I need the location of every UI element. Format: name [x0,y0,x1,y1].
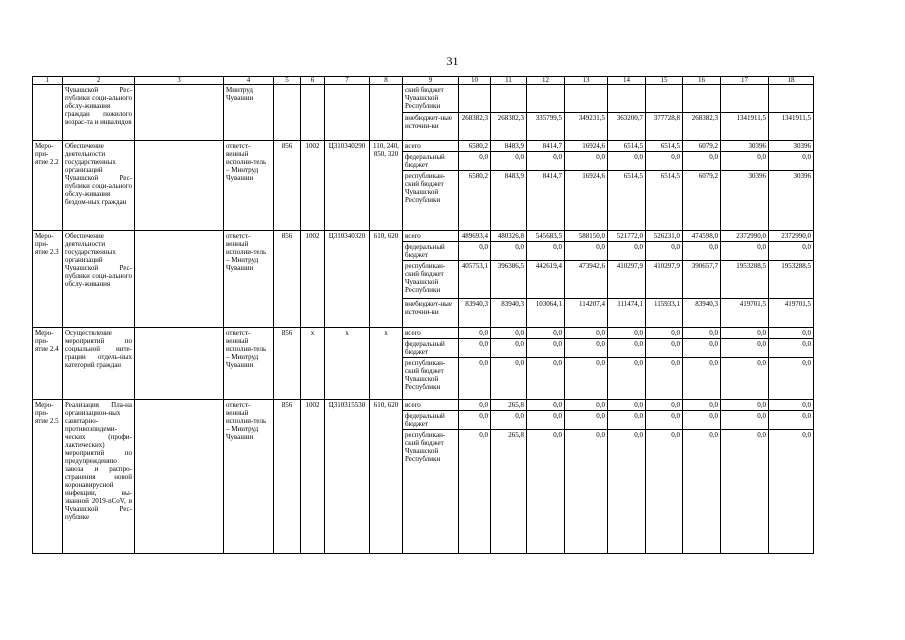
value-cell: 363200,7 [608,113,646,141]
value-cell: 1953288,5 [769,261,814,299]
value-cell: 0,0 [769,400,814,411]
col-header: 18 [769,77,814,85]
empty-cell [274,85,301,141]
value-cell: 0,0 [608,358,646,400]
value-cell: 0,0 [491,411,527,430]
value-cell: 0,0 [721,430,769,554]
value-cell: 489693,4 [459,231,491,242]
value-cell: 0,0 [608,430,646,554]
empty-cell [135,141,224,231]
value-cell: 0,0 [683,328,721,339]
value-cell: 0,0 [565,400,608,411]
executor: ответст-венный исполни-тель – Минтруд Чувашии [224,328,274,400]
funding-source: федеральный бюджет [403,242,459,261]
measure-name: Чувашской Рес-публики соци-ального обслу-живания граждан пожилого возрас-та и инвалидов [63,85,135,141]
col-header: 1 [33,77,63,85]
funding-source: республикан-ский бюджет Чувашской Республики [403,358,459,400]
value-cell: 114207,4 [565,299,608,328]
col-header: 17 [721,77,769,85]
value-cell: 0,0 [646,400,683,411]
value-cell: 265,8 [491,400,527,411]
empty-cell [135,231,224,328]
code-cell: Ц310340290 [325,141,370,231]
value-cell: 0,0 [721,400,769,411]
value-cell: 6079,2 [683,171,721,231]
value-cell: 0,0 [527,339,565,358]
code-cell: x [370,328,403,400]
value-cell: 115933,1 [646,299,683,328]
value-cell: 268382,3 [459,113,491,141]
col-header: 15 [646,77,683,85]
value-cell: 0,0 [608,400,646,411]
col-header: 14 [608,77,646,85]
col-header: 10 [459,77,491,85]
col-header: 11 [491,77,527,85]
value-cell: 83940,3 [491,299,527,328]
code-cell: 856 [274,328,301,400]
value-cell: 0,0 [721,242,769,261]
value-cell: 0,0 [459,411,491,430]
value-cell: 526231,0 [646,231,683,242]
value-cell: 0,0 [646,328,683,339]
value-cell: 16924,6 [565,171,608,231]
value-cell: 83940,3 [683,299,721,328]
value-cell: 0,0 [683,152,721,171]
value-cell: 8414,7 [527,141,565,152]
code-cell: 110, 240, 850, 320 [370,141,403,231]
value-cell: 0,0 [608,152,646,171]
value-cell: 0,0 [721,328,769,339]
funding-source: республикан-ский бюджет Чувашской Республики [403,430,459,554]
value-cell: 6514,5 [608,171,646,231]
value-cell: 8483,9 [491,171,527,231]
measure-label: Меро-при-ятие 2.4 [33,328,63,400]
value-cell: 545683,5 [527,231,565,242]
value-cell: 0,0 [646,242,683,261]
value-cell: 0,0 [491,152,527,171]
value-cell: 0,0 [683,358,721,400]
code-cell: 856 [274,400,301,554]
value-cell: 103064,1 [527,299,565,328]
executor: ответст-венный исполни-тель – Минтруд Чувашии [224,231,274,328]
col-header: 5 [274,77,301,85]
value-cell: 0,0 [459,328,491,339]
value-cell: 6079,2 [683,141,721,152]
value-cell: 335799,5 [527,113,565,141]
funding-source: ский бюджет Чувашской Республики [403,85,459,113]
value-cell: 0,0 [769,328,814,339]
measure-label: Меро-при-ятие 2.5 [33,400,63,554]
col-header: 6 [301,77,325,85]
value-cell: 8483,9 [491,141,527,152]
value-cell: 0,0 [565,430,608,554]
value-cell: 6514,5 [646,141,683,152]
code-cell: 610, 620 [370,400,403,554]
col-header: 3 [135,77,224,85]
code-cell: Ц310340320 [325,231,370,328]
value-cell: 410297,9 [608,261,646,299]
value-cell: 521772,0 [608,231,646,242]
value-cell: 377728,8 [646,113,683,141]
code-cell: 1002 [301,231,325,328]
value-cell: 6580,2 [459,171,491,231]
value-cell: 6514,5 [608,141,646,152]
col-header: 7 [325,77,370,85]
value-cell: 0,0 [646,339,683,358]
empty-cell [135,400,224,554]
value-cell: 268382,3 [491,113,527,141]
value-cell: 8414,7 [527,171,565,231]
value-cell: 0,0 [683,400,721,411]
value-cell: 0,0 [646,430,683,554]
value-cell: 1341911,5 [721,113,769,141]
value-cell: 0,0 [608,411,646,430]
value-cell: 390657,7 [683,261,721,299]
value-cell: 0,0 [527,328,565,339]
measure-name: Осуществление мероприятий по социальной инте-грации отдель-ных категорий граждан [63,328,135,400]
value-cell: 30396 [769,141,814,152]
value-cell: 349231,5 [565,113,608,141]
value-cell: 6580,2 [459,141,491,152]
value-cell: 30396 [769,171,814,231]
value-cell: 0,0 [683,411,721,430]
value-cell: 0,0 [721,339,769,358]
measure-label: Меро-при-ятие 2.2 [33,141,63,231]
empty-cell [370,85,403,141]
value-cell: 0,0 [491,358,527,400]
col-header: 2 [63,77,135,85]
code-cell: x [325,328,370,400]
measure-label: Меро-при-ятие 2.3 [33,231,63,328]
empty-cell [301,85,325,141]
value-cell: 0,0 [721,358,769,400]
value-cell: 474598,0 [683,231,721,242]
value-cell: 419701,5 [769,299,814,328]
code-cell: 856 [274,231,301,328]
value-cell: 396386,5 [491,261,527,299]
executor: ответст-венный исполни-тель – Минтруд Чувашии [224,400,274,554]
table-row [33,141,814,152]
value-cell: 0,0 [565,242,608,261]
value-cell: 2372990,0 [769,231,814,242]
value-cell: 405753,1 [459,261,491,299]
empty-cell [135,328,224,400]
value-cell: 30396 [721,171,769,231]
column-number-row [33,77,814,85]
value-cell: 0,0 [527,430,565,554]
funding-source: всего [403,141,459,152]
funding-source: федеральный бюджет [403,152,459,171]
code-cell: 1002 [301,141,325,231]
funding-source: внебюджет-ные источни-ки [403,113,459,141]
value-cell: 83940,3 [459,299,491,328]
value-cell: 0,0 [459,358,491,400]
col-header: 4 [224,77,274,85]
budget-table [32,76,814,554]
value-cell: 0,0 [459,430,491,554]
value-cell: 442619,4 [527,261,565,299]
value-cell: 0,0 [459,400,491,411]
table-row [33,328,814,339]
value-cell: 6514,5 [646,171,683,231]
col-header: 9 [403,77,459,85]
funding-source: всего [403,231,459,242]
funding-source: федеральный бюджет [403,339,459,358]
value-cell: 0,0 [646,152,683,171]
funding-source: всего [403,328,459,339]
value-cell: 2372990,0 [721,231,769,242]
value-cell: 0,0 [491,242,527,261]
value-cell: 111474,1 [608,299,646,328]
value-cell: 0,0 [527,358,565,400]
value-cell: 265,8 [491,430,527,554]
page-number: 31 [446,54,459,68]
value-cell: 0,0 [459,152,491,171]
value-cell: 480326,8 [491,231,527,242]
value-cell: 0,0 [683,242,721,261]
table-row [33,400,814,411]
code-cell: 856 [274,141,301,231]
value-cell: 0,0 [769,358,814,400]
value-cell: 0,0 [565,152,608,171]
value-cell: 0,0 [565,411,608,430]
value-cell: 410297,9 [646,261,683,299]
value-cell: 0,0 [646,358,683,400]
measure-name: Реализация Пла-на организацион-ных санитарно-противоэпидеми-ческих (профи-лактических) мероприятий по предупреждению завоза и распро-странения новой коронавирусной инфекции, вы-званной 2019-nCoV, в Чувашской Рес-публике [63,400,135,554]
value-cell: 30396 [721,141,769,152]
col-header: 13 [565,77,608,85]
value-cell: 0,0 [721,411,769,430]
value-cell: 0,0 [565,358,608,400]
funding-source: всего [403,400,459,411]
value-cell: 0,0 [527,411,565,430]
value-cell: 0,0 [527,400,565,411]
value-cell: 0,0 [527,242,565,261]
value-cell: 0,0 [459,339,491,358]
value-cell: 0,0 [565,328,608,339]
value-cell: 0,0 [646,411,683,430]
value-cell: 0,0 [769,339,814,358]
funding-source: федеральный бюджет [403,411,459,430]
value-cell: 0,0 [769,152,814,171]
code-cell: x [301,328,325,400]
value-cell: 0,0 [608,328,646,339]
value-cell: 1953288,5 [721,261,769,299]
value-cell: 0,0 [608,339,646,358]
value-cell: 588150,0 [565,231,608,242]
value-cell: 0,0 [527,152,565,171]
value-cell: 0,0 [769,430,814,554]
value-cell: 0,0 [608,242,646,261]
value-cell: 419701,5 [721,299,769,328]
value-cell: 0,0 [491,328,527,339]
empty-cell [325,85,370,141]
value-cell: 16924,6 [565,141,608,152]
col-header: 16 [683,77,721,85]
funding-source: внебюджет-ные источни-ки [403,299,459,328]
col-header: 12 [527,77,565,85]
value-cell: 0,0 [491,339,527,358]
value-cell: 473942,6 [565,261,608,299]
measure-label [33,85,63,141]
col-header: 8 [370,77,403,85]
measure-name: Обеспечение деятельности государственных организаций Чувашской Рес-публики соци-ального обслу-живания [63,231,135,328]
funding-source: республикан-ский бюджет Чувашской Республики [403,261,459,299]
funding-source: республикан-ский бюджет Чувашской Республики [403,171,459,231]
value-cell: 0,0 [683,430,721,554]
executor: ответст-венный исполни-тель – Минтруд Чувашии [224,141,274,231]
empty-cell [135,85,224,141]
table-row [33,231,814,242]
value-cell: 268382,3 [683,113,721,141]
value-cell: 0,0 [721,152,769,171]
value-cell: 0,0 [769,242,814,261]
value-cell: 0,0 [459,242,491,261]
code-cell: 1002 [301,400,325,554]
code-cell: Ц310315530 [325,400,370,554]
value-cell: 0,0 [565,339,608,358]
value-cell: 0,0 [769,411,814,430]
measure-name: Обеспечение деятельности государственных организаций Чувашской Рес-публики соци-ального обслу-живания бездом-ных граждан [63,141,135,231]
table-row [33,85,814,113]
value-cell: 0,0 [683,339,721,358]
executor: Минтруд Чувашии [224,85,274,141]
code-cell: 610, 620 [370,231,403,328]
value-cell: 1341911,5 [769,113,814,141]
